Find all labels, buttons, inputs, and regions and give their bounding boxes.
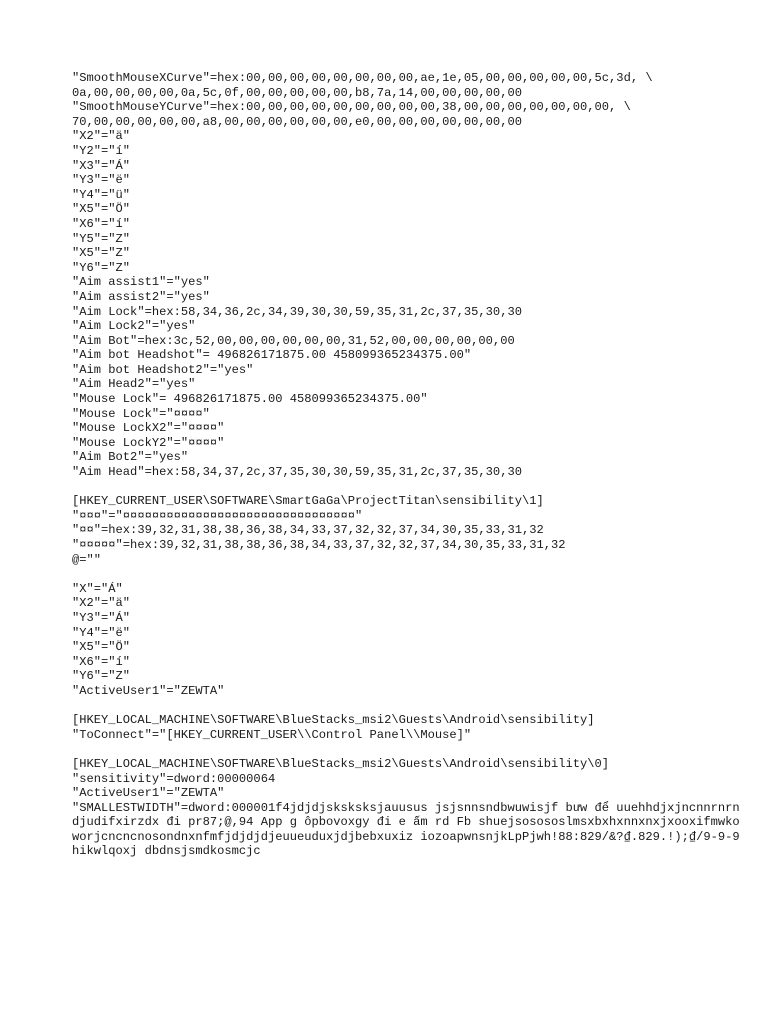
blank-line — [72, 699, 742, 714]
registry-line: "X6"="í" — [72, 654, 131, 669]
registry-line: "Y5"="Z" — [72, 231, 131, 246]
registry-line: "Aim assist2"="yes" — [72, 289, 210, 304]
registry-line: "¤¤¤"="¤¤¤¤¤¤¤¤¤¤¤¤¤¤¤¤¤¤¤¤¤¤¤¤¤¤¤¤¤¤¤¤" — [72, 508, 363, 523]
registry-line: "Aim Bot2"="yes" — [72, 450, 189, 465]
registry-line: "X2"="ä" — [72, 129, 131, 144]
registry-line: "SmoothMouseXCurve"=hex:00,00,00,00,00,00,00,00,ae,1e,05,00,00,00,00,00,5c,3d, \ — [72, 71, 653, 85]
registry-line: "Y3"="ë" — [72, 173, 131, 188]
axis-values-block — [72, 582, 742, 699]
registry-line: "sensitivity"=dword:00000064 — [72, 771, 276, 786]
registry-line: "Y2"="í" — [72, 143, 131, 158]
blank-line — [72, 480, 742, 495]
registry-line: 0a,00,00,00,00,0a,5c,0f,00,00,00,00,00,b8,7a,14,00,00,00,00,00 — [72, 85, 522, 100]
smallestwidth-paragraph: "SMALLESTWIDTH"=dword:000001f4jdjdjsksksksjauusus jsjsnnsndbwuwisjf bưw để uuehhdjxjncnnrnrndjudifxirzdx đi pr87;@,94 App g ôpbovoxgy đi e ấm rd Fb shuejsosososlmsxbxhxnnxnxjxooxifmwkoworjcncncnosondnxnfmfjdjdjdjeuueuduxjdjbebxuxiz iozoapwnsnjkLpPjwh!88:829/&?₫.829.!);₫/9-9-9 hikwlqoxj dbdnsjsmdkosmcjc — [72, 800, 740, 859]
registry-line: "X5"="Z" — [72, 246, 131, 261]
registry-line: "Aim assist1"="yes" — [72, 275, 210, 290]
registry-key-header: [HKEY_CURRENT_USER\SOFTWARE\SmartGaGa\ProjectTitan\sensibility\1] — [72, 494, 544, 509]
registry-line: "X6"="í" — [72, 216, 131, 231]
registry-line: "ToConnect"="[HKEY_CURRENT_USER\\Control Panel\\Mouse]" — [72, 727, 472, 742]
registry-line: "¤¤"=hex:39,32,31,38,38,36,38,34,33,37,32,32,37,34,30,35,33,31,32 — [72, 523, 544, 538]
registry-line: "Aim Head2"="yes" — [72, 377, 196, 392]
registry-line: "Aim bot Headshot"= 496826171875.00 458099365234375.00" — [72, 348, 472, 363]
registry-line: "Aim Lock2"="yes" — [72, 319, 196, 334]
registry-line: "Y6"="Z" — [72, 260, 131, 275]
registry-line: "X3"="Á" — [72, 158, 131, 173]
registry-line: "Y4"="ë" — [72, 625, 131, 640]
registry-document — [72, 71, 742, 859]
registry-key-header: [HKEY_LOCAL_MACHINE\SOFTWARE\BlueStacks_msi2\Guests\Android\sensibility\0] — [72, 756, 610, 771]
registry-line: 70,00,00,00,00,00,a8,00,00,00,00,00,00,e0,00,00,00,00,00,00,00 — [72, 114, 522, 129]
registry-line: "Aim Head"=hex:58,34,37,2c,37,35,30,30,59,35,31,2c,37,35,30,30 — [72, 465, 522, 480]
bluestacks-sensibility-0-block — [72, 757, 742, 801]
blank-line — [72, 742, 742, 757]
registry-line: "X2"="ä" — [72, 596, 131, 611]
registry-line: "¤¤¤¤¤"=hex:39,32,31,38,38,36,38,34,33,37,32,32,37,34,30,35,33,31,32 — [72, 538, 566, 552]
registry-line: "X5"="Ö" — [72, 202, 131, 217]
registry-line: "X"="Á" — [72, 581, 123, 596]
blank-line — [72, 567, 742, 582]
registry-line: "Y4"="ü" — [72, 187, 131, 202]
registry-line: "Y6"="Z" — [72, 669, 131, 684]
registry-line: "Aim Lock"=hex:58,34,36,2c,34,39,30,30,59,35,31,2c,37,35,30,30 — [72, 304, 522, 319]
registry-line: "SmoothMouseYCurve"=hex:00,00,00,00,00,00,00,00,00,38,00,00,00,00,00,00,00, \ — [72, 100, 631, 115]
registry-line: "ActiveUser1"="ZEWTA" — [72, 683, 225, 698]
registry-line: "Y3"="Á" — [72, 610, 131, 625]
registry-line: "Aim bot Headshot2"="yes" — [72, 362, 254, 377]
registry-line: "Aim Bot"=hex:3c,52,00,00,00,00,00,00,31,52,00,00,00,00,00,00 — [72, 333, 515, 348]
registry-line: @="" — [72, 552, 102, 567]
registry-line: "Mouse Lock"="¤¤¤¤" — [72, 406, 210, 421]
smartgaga-sensibility-block — [72, 494, 742, 567]
registry-line: "ActiveUser1"="ZEWTA" — [72, 786, 225, 801]
registry-line: "Mouse Lock"= 496826171875.00 458099365234375.00" — [72, 392, 428, 407]
registry-key-header: [HKEY_LOCAL_MACHINE\SOFTWARE\BlueStacks_msi2\Guests\Android\sensibility] — [72, 713, 595, 728]
bluestacks-sensibility-block — [72, 713, 742, 742]
registry-line: "Mouse LockY2"="¤¤¤¤" — [72, 435, 225, 450]
registry-line: "Mouse LockX2"="¤¤¤¤" — [72, 421, 225, 436]
mouse-curve-block — [72, 71, 742, 480]
registry-line: "X5"="Ö" — [72, 640, 131, 655]
